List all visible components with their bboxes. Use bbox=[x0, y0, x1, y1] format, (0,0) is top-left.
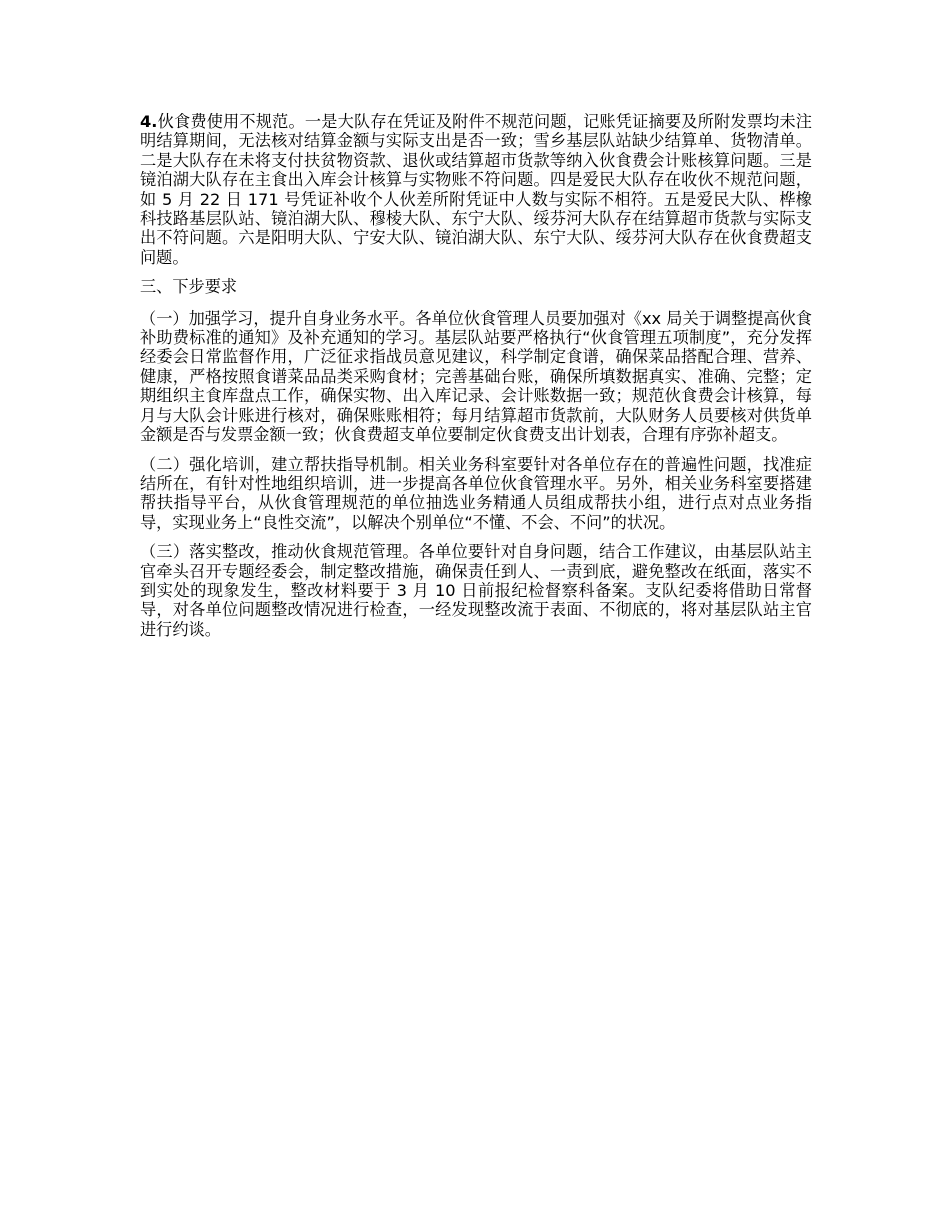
document-page bbox=[140, 112, 812, 649]
paragraph-strengthen-training: （二）强化培训，建立帮扶指导机制。相关业务科室要针对各单位存在的普遍性问题，找准症结所在，有针对性地组织培训，进一步提高各单位伙食管理水平。另外，相关业务科室要搭建帮扶指导平台，从伙食管理规范的单位抽选业务精通人员组成帮扶小组，进行点对点业务指导，实现业务上“良性交流”，以解决个别单位“不懂、不会、不问”的状况。 bbox=[140, 454, 812, 532]
section-heading-next-steps: 三、下步要求 bbox=[140, 277, 238, 297]
paragraph-implement-rectification: （三）落实整改，推动伙食规范管理。各单位要针对自身问题，结合工作建议，由基层队站主官牵头召开专题经委会，制定整改措施，确保责任到人、一责到底，避免整改在纸面，落实不到实处的现象发生，整改材料要于 3 月 10 日前报纪检督察科备案。支队纪委将借助日常督导，对各单位问题整改情况进行检查，一经发现整改流于表面、不彻底的，将对基层队站主官进行约谈。 bbox=[140, 542, 812, 639]
paragraph-text: 伙食费使用不规范。一是大队存在凭证及附件不规范问题，记账凭证摘要及所附发票均未注明结算期间，无法核对结算金额与实际支出是否一致；雪乡基层队站缺少结算单、货物清单。二是大队存在未将支付扶贫物资款、退伙或结算超市货款等纳入伙食费会计账核算问题。三是镜泊湖大队存在主食出入库会计核算与实物账不符问题。四是爱民大队存在收伙不规范问题，如 5 月 22 日 171 号凭证补收个人伙差所附凭证中人数与实际不相符。五是爱民大队、桦橡科技路基层队站、镜泊湖大队、穆棱大队、东宁大队、绥芬河大队存在结算超市货款与实际支出不符问题。六是阳明大队、宁安大队、镜泊湖大队、东宁大队、绥芬河大队存在伙食费超支问题。 bbox=[140, 112, 812, 267]
item-number: 4. bbox=[140, 112, 158, 131]
paragraph-meal-fee-issues bbox=[140, 112, 812, 267]
paragraph-strengthen-study: （一）加强学习，提升自身业务水平。各单位伙食管理人员要加强对《xx 局关于调整提高伙食补助费标准的通知》及补充通知的学习。基层队站要严格执行“伙食管理五项制度”，充分发挥经委会日常监督作用，广泛征求指战员意见建议，科学制定食谱，确保菜品搭配合理、营养、健康，严格按照食谱菜品品类采购食材；完善基础台账，确保所填数据真实、准确、完整；定期组织主食库盘点工作，确保实物、出入库记录、会计账数据一致；规范伙食费会计核算，每月与大队会计账进行核对，确保账账相符；每月结算超市货款前，大队财务人员要核对供货单金额是否与发票金额一致；伙食费超支单位要制定伙食费支出计划表，合理有序弥补超支。 bbox=[140, 308, 812, 445]
